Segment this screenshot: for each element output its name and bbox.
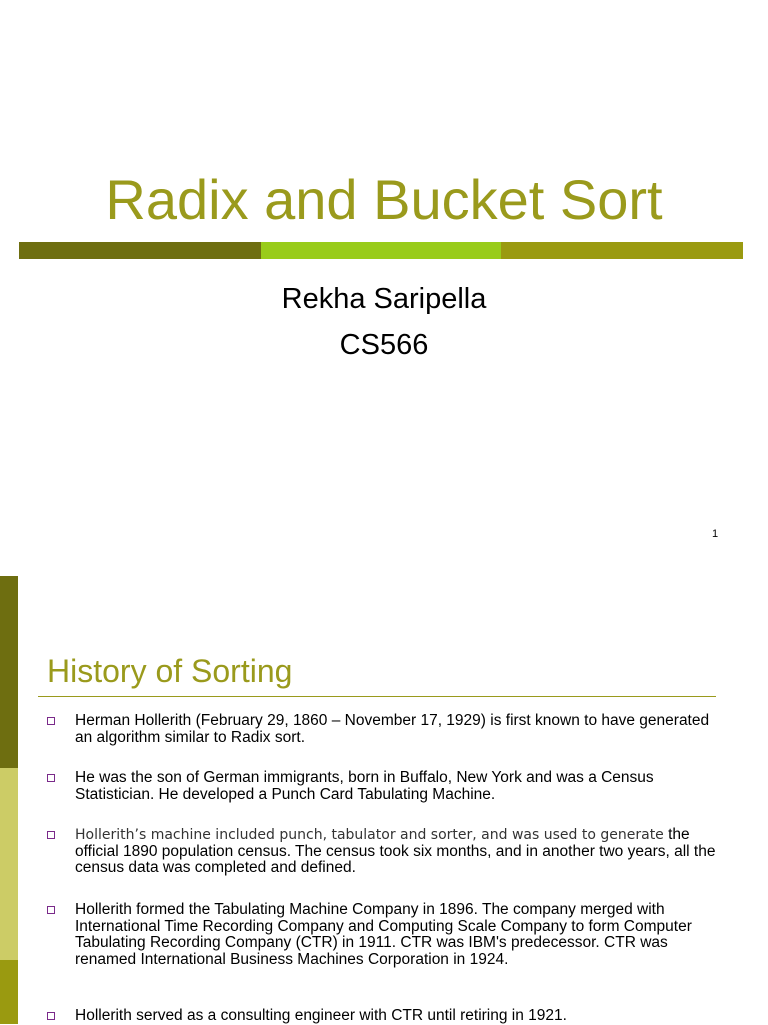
title-bar-segment-3	[501, 242, 743, 259]
square-bullet-icon	[47, 1012, 55, 1020]
side-bar-segment-2	[0, 768, 18, 960]
square-bullet-icon	[47, 717, 55, 725]
course-code: CS566	[339, 329, 429, 361]
bullet-text	[75, 827, 725, 877]
bullet-text-first-line: Hollerith’s machine included punch, tabulator and sorter, and was used to generate	[75, 827, 664, 843]
title-bar-segment-2	[261, 242, 501, 259]
square-bullet-icon	[47, 831, 55, 839]
bullet-text: Hollerith formed the Tabulating Machine Company in 1896. The company merged with International Time Recording Company and Computing Scale Company to form Computer Tabulating Recording Company (CTR) in 1911. CTR was IBM's predecessor. CTR was renamed International Business Machines Corporation in 1924.	[75, 901, 692, 968]
slide-title: History of Sorting	[47, 653, 293, 689]
title-underline	[38, 696, 716, 697]
bullet-text: Hollerith served as a consulting engineer with CTR until retiring in 1921.	[75, 1007, 567, 1024]
bullet-text-rest: the official 1890 population census. The census took six months, and in another two years, all the census data was completed and defined.	[75, 826, 716, 876]
slide-2	[0, 576, 768, 1024]
square-bullet-icon	[47, 774, 55, 782]
side-bar-segment-1	[0, 576, 18, 768]
bullet-text: Herman Hollerith (February 29, 1860 – November 17, 1929) is first known to have generated an algorithm similar to Radix sort.	[75, 712, 710, 746]
title-bar-segment-1	[19, 242, 261, 259]
slide-title: Radix and Bucket Sort	[105, 168, 663, 231]
page-number: 1	[712, 528, 719, 540]
bullet-text: He was the son of German immigrants, born in Buffalo, New York and was a Census Statistician. He developed a Punch Card Tabulating Machine.	[75, 769, 654, 803]
square-bullet-icon	[47, 906, 55, 914]
author-name: Rekha Saripella	[281, 283, 487, 315]
side-bar-segment-3	[0, 960, 18, 1024]
